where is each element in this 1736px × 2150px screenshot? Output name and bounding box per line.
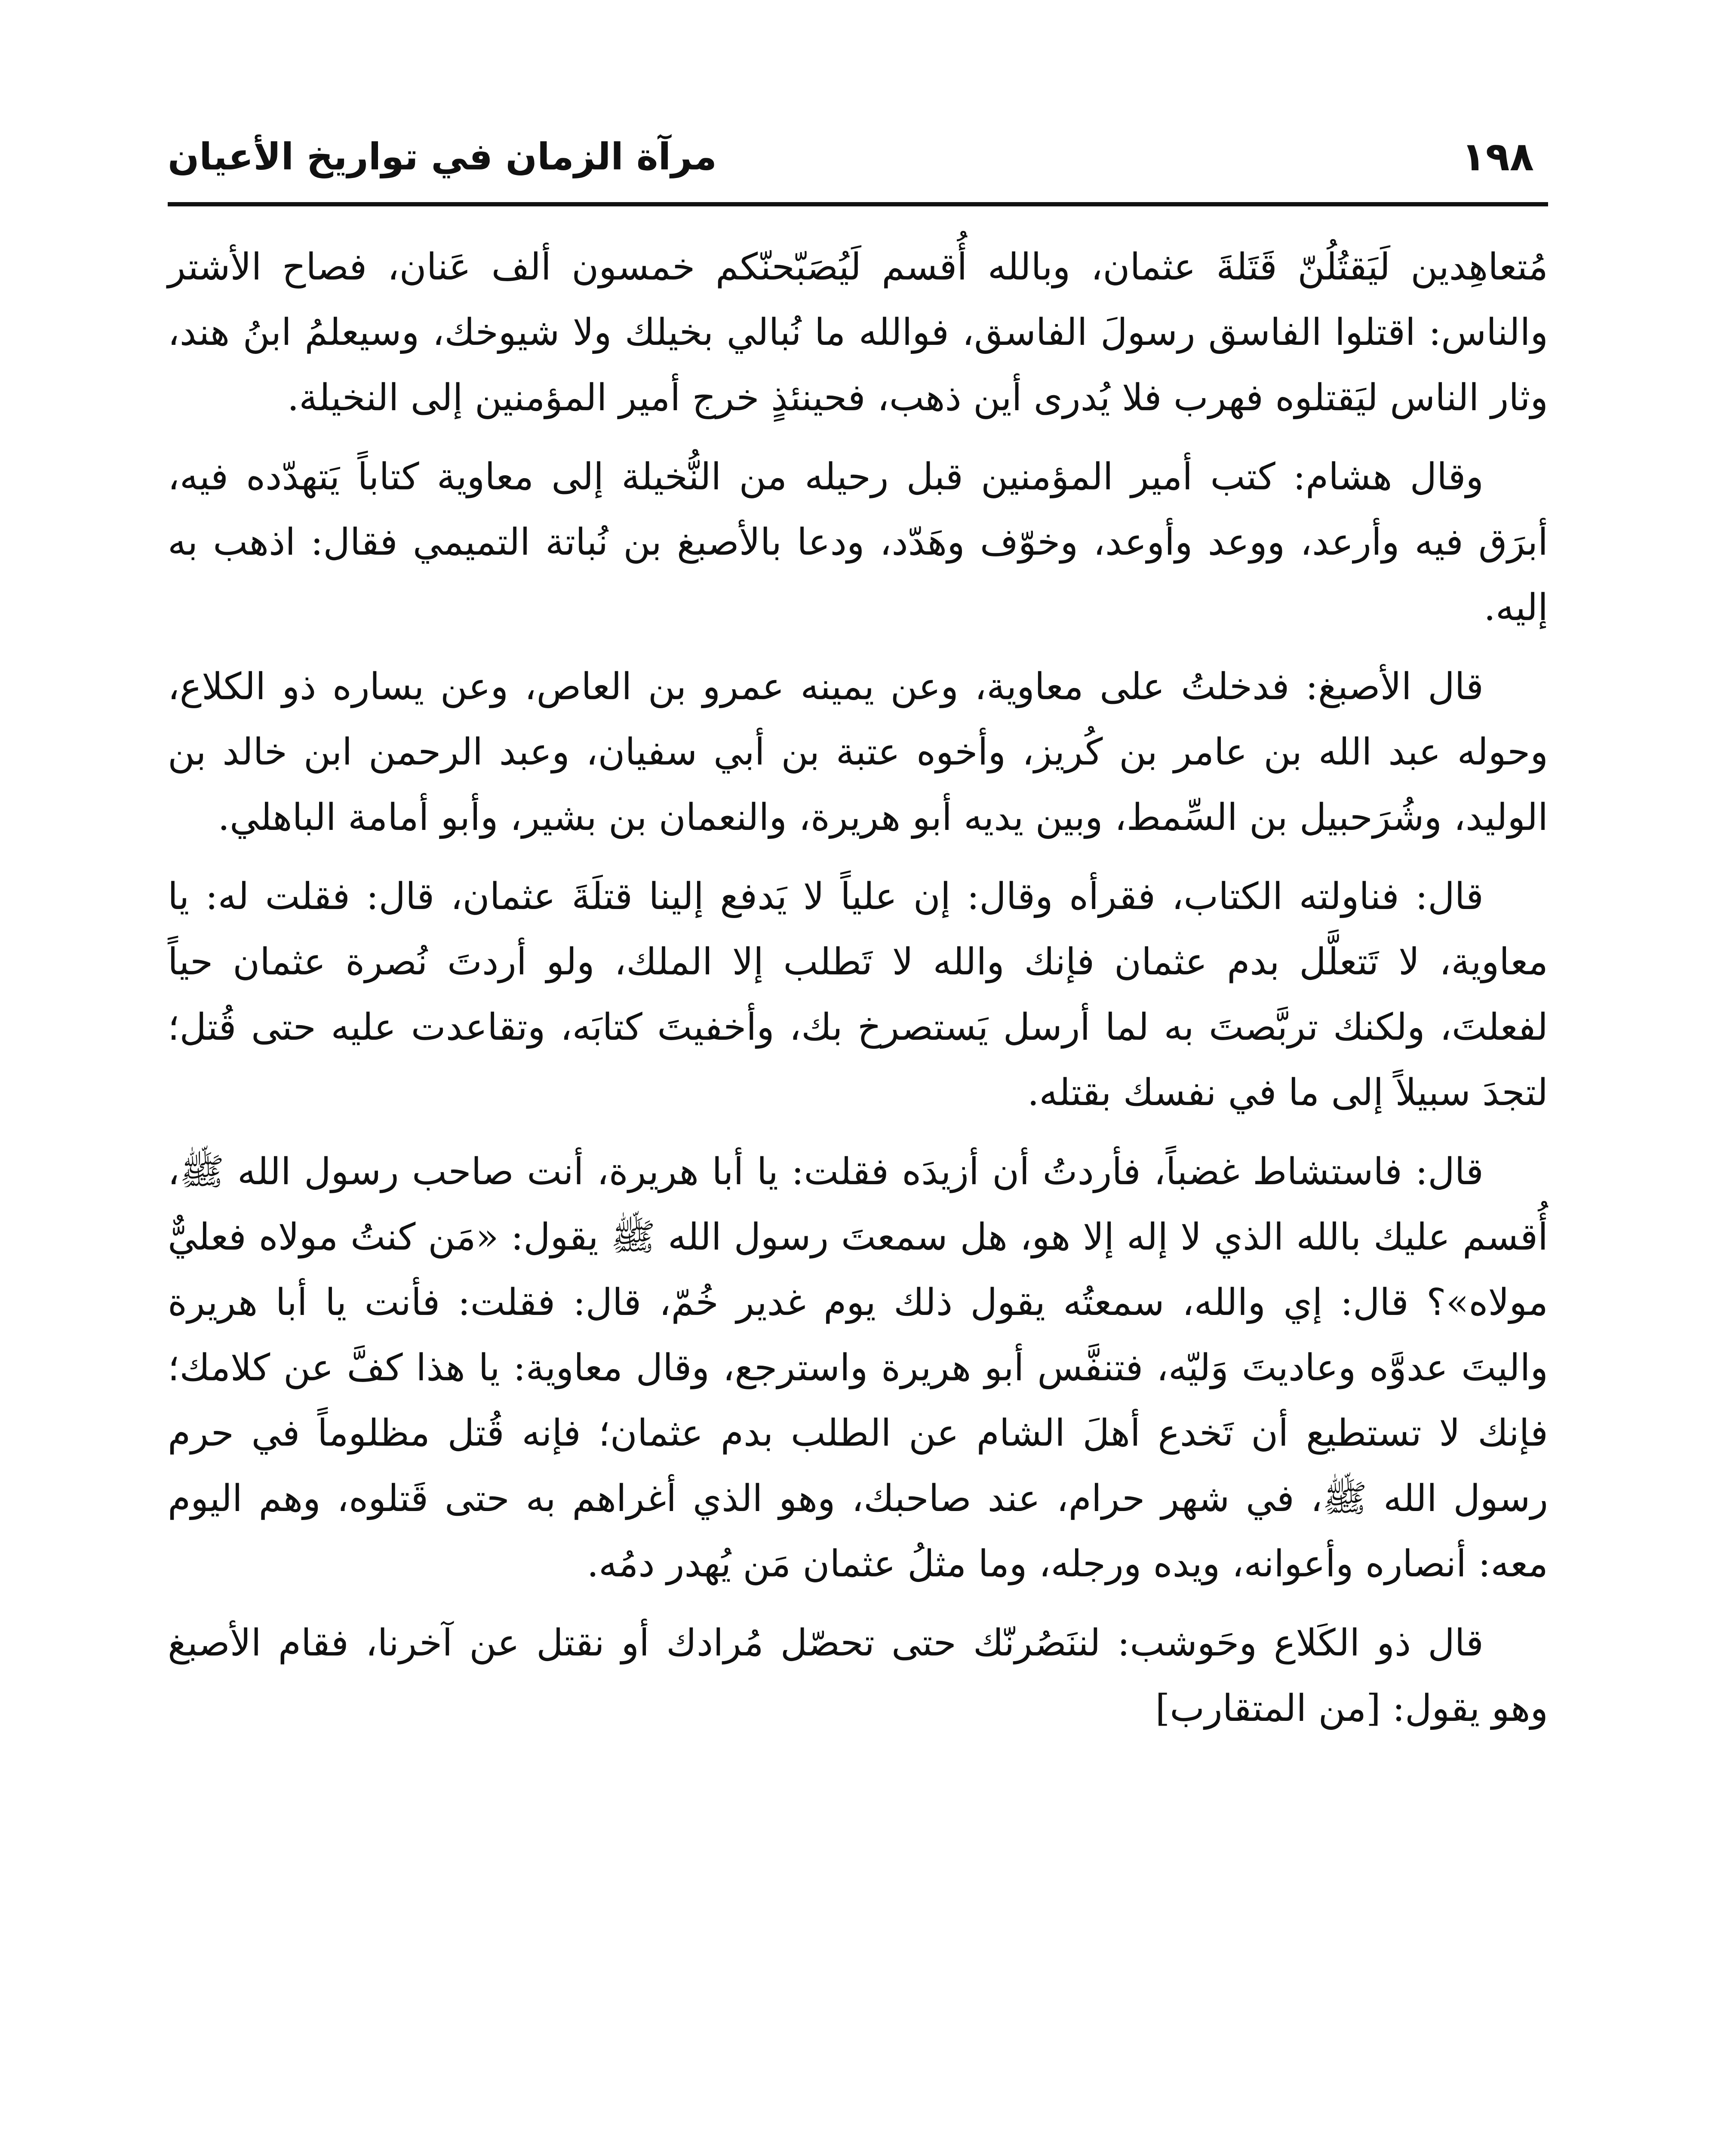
running-title: مرآة الزمان في تواريخ الأعيان: [168, 135, 717, 178]
paragraph-2: وقال هشام: كتب أمير المؤمنين قبل رحيله من النُّخيلة إلى معاوية كتاباً يَتهدّده فيه، أبرَق فيه وأرعد، ووعد وأوعد، وخوّف وهَدّد، ودعا بالأصبغ بن نُباتة التميمي فقال: اذهب به إليه.: [168, 455, 1548, 629]
page-number: ١٩٨: [1461, 134, 1534, 180]
paragraph-5: قال: فاستشاط غضباً، فأردتُ أن أزيدَه فقلت: يا أبا هريرة، أنت صاحب رسول الله ﷺ، أُقسم عليك بالله الذي لا إله إلا هو، هل سمعتَ رسول الله ﷺ يقول: «مَن كنتُ مولاه فعليٌّ مولاه»؟ قال: إي والله، سمعتُه يقول ذلك يوم غدير خُمّ، قال: فقلت: فأنت يا أبا هريرة واليتَ عدوَّه وعاديتَ وَليّه، فتنفَّس أبو هريرة واسترجع، وقال معاوية: يا هذا كفَّ عن كلامك؛ فإنك لا تستطيع أن تَخدع أهلَ الشام عن الطلب بدم عثمان؛ فإنه قُتل مظلوماً في حرم رسول الله ﷺ، في شهر حرام، عند صاحبك، وهو الذي أغراهم به حتى قَتلوه، وهم اليوم معه: أنصاره وأعوانه، ويده ورجله، وما مثلُ عثمان مَن يُهدر دمُه.: [168, 1150, 1548, 1585]
paragraph-6: قال ذو الكَلاع وحَوشب: لننَصُرنّك حتى تحصّل مُرادك أو نقتل عن آخرنا، فقام الأصبغ وهو يقول: [من المتقارب]: [168, 1622, 1548, 1730]
body-text: [168, 234, 1548, 1755]
paragraph-1: مُتعاهِدين لَيَقتُلُنّ قَتَلةَ عثمان، وبالله أُقسم لَيُصَبّحنّكم خمسون ألف عَنان، فصاح الأشتر والناس: اقتلوا الفاسق رسولَ الفاسق، فوالله ما نُبالي بخيلك ولا شيوخك، وسيعلمُ ابنُ هند، وثار الناس ليَقتلوه فهرب فلا يُدرى أين ذهب، فحينئذٍ خرج أمير المؤمنين إلى النخيلة.: [168, 246, 1548, 419]
paragraph-3: قال الأصبغ: فدخلتُ على معاوية، وعن يمينه عمرو بن العاص، وعن يساره ذو الكلاع، وحوله عبد الله بن عامر بن كُريز، وأخوه عتبة بن أبي سفيان، وعبد الرحمن ابن خالد بن الوليد، وشُرَحبيل بن السِّمط، وبين يديه أبو هريرة، والنعمان بن بشير، وأبو أمامة الباهلي.: [168, 665, 1548, 839]
paragraph-4: قال: فناولته الكتاب، فقرأه وقال: إن علياً لا يَدفع إلينا قتلَةَ عثمان، قال: فقلت له: يا معاوية، لا تَتعلَّل بدم عثمان فإنك والله لا تَطلب إلا الملك، ولو أردتَ نُصرة عثمان حياً لفعلتَ، ولكنك تربَّصتَ به لما أرسل يَستصرخ بك، وأخفيتَ كتابَه، وتقاعدت عليه حتى قُتل؛ لتجدَ سبيلاً إلى ما في نفسك بقتله.: [168, 875, 1548, 1114]
header-rule: [168, 202, 1548, 206]
